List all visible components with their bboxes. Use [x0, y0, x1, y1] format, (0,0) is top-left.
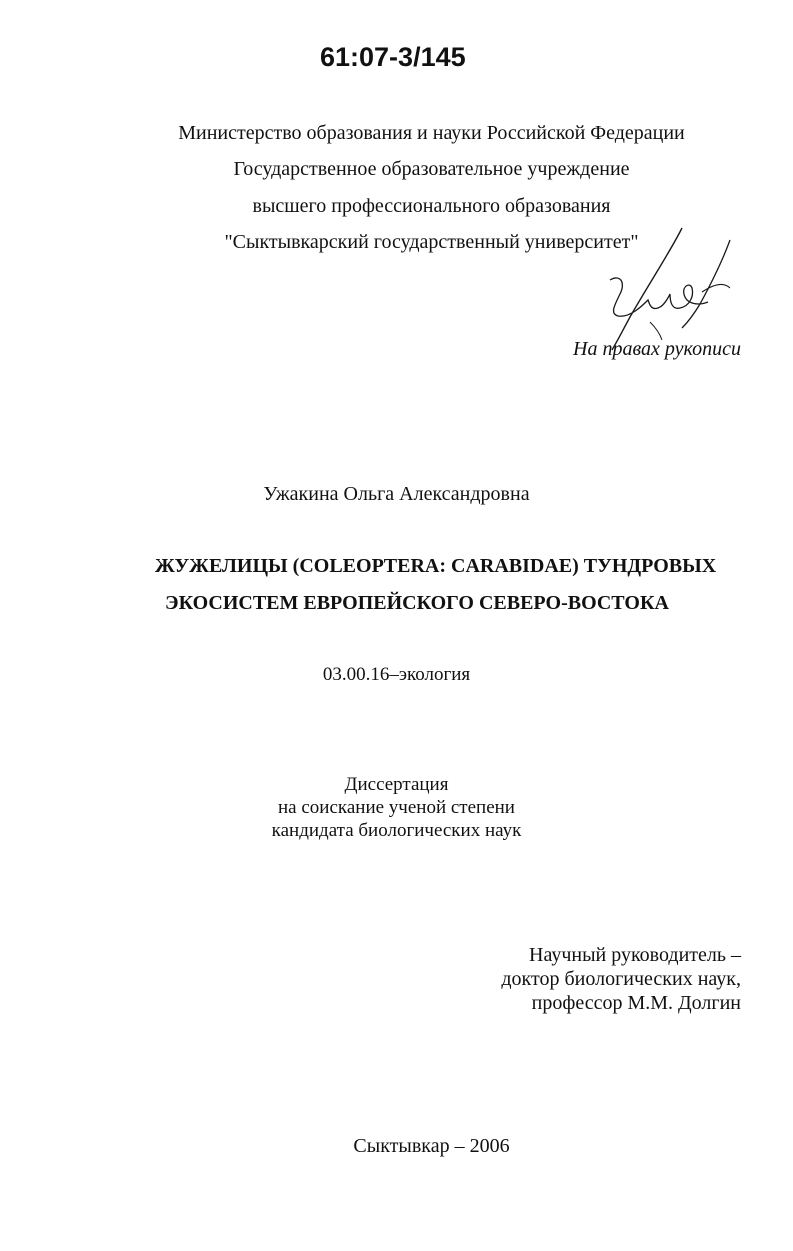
university-line: "Сыктывкарский государственный университет" — [224, 231, 639, 253]
degree-name-line: кандидата биологических наук — [271, 820, 522, 841]
specialty-code: 03.00.16–экология — [322, 664, 471, 685]
education-level-line: высшего профессионального образования — [252, 195, 611, 217]
institution-type-line: Государственное образовательное учреждение — [233, 158, 630, 180]
degree-purpose-line: на соискание ученой степени — [278, 797, 515, 818]
advisor-name: профессор М.М. Долгин — [531, 992, 741, 1014]
advisor-degree: доктор биологических наук, — [501, 968, 741, 990]
handwritten-signature — [590, 222, 740, 352]
city-year: Сыктывкар – 2006 — [353, 1135, 510, 1157]
author-name: Ужакина Ольга Александровна — [263, 483, 530, 505]
ministry-line: Министерство образования и науки Российской Федерации — [178, 122, 685, 144]
rights-note: На правах рукописи — [573, 338, 741, 360]
advisor-role: Научный руководитель – — [529, 944, 741, 966]
catalog-number: 61:07-3/145 — [320, 42, 466, 72]
dissertation-title-line-2: ЭКОСИСТЕМ ЕВРОПЕЙСКОГО СЕВЕРО-ВОСТОКА — [165, 592, 669, 614]
dissertation-label: Диссертация — [344, 774, 449, 795]
dissertation-title-line-1: ЖУЖЕЛИЦЫ (COLEOPTERA: CARABIDAE) ТУНДРОВЫХ — [155, 555, 717, 577]
